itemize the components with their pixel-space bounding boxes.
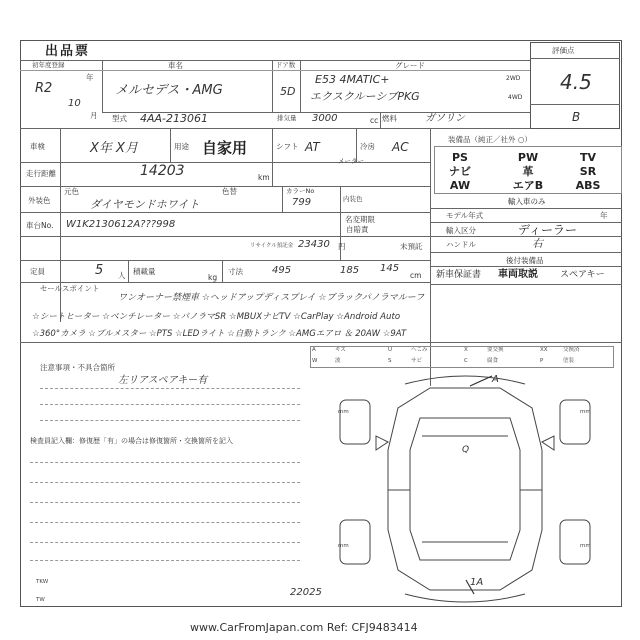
model-year-unit: 年 bbox=[600, 211, 608, 220]
handle-label: ハンドル bbox=[446, 240, 476, 249]
legend-label: 塗装 bbox=[563, 358, 575, 364]
dim-length: 495 bbox=[272, 265, 292, 276]
seats-unit: 人 bbox=[118, 271, 126, 280]
legend-label: サビ bbox=[411, 358, 423, 364]
first-reg-year: R2 bbox=[35, 81, 53, 96]
equipment-item: PW bbox=[517, 151, 539, 164]
inspection-label: 車検 bbox=[30, 142, 45, 151]
equipment-title: 装備品（純正／社外 ○） bbox=[448, 135, 532, 144]
legend-code: X bbox=[464, 347, 468, 353]
side-code-2: TW bbox=[36, 597, 45, 603]
notes-label: 注意事項・不具合箇所 bbox=[40, 363, 115, 372]
legend-code: W bbox=[312, 358, 318, 364]
displacement-unit: cc bbox=[370, 116, 379, 125]
interior-score: 2WD bbox=[506, 75, 521, 82]
original-color-label: 元色 bbox=[64, 187, 79, 196]
inspector-notes-label: 検査員記入欄：修復歴「有」の場合は修復箇所・交換箇所を記入 bbox=[30, 437, 233, 445]
dim-height: 145 bbox=[380, 263, 400, 274]
model-label: 型式 bbox=[112, 114, 127, 123]
interior-score-value: B bbox=[572, 110, 581, 124]
legend-code: S bbox=[388, 358, 392, 364]
dim-width: 185 bbox=[340, 265, 360, 276]
score-value: 4.5 bbox=[560, 70, 592, 94]
interior-color-label: 内装色 bbox=[343, 195, 363, 203]
fuel-label: 燃料 bbox=[382, 114, 397, 123]
legend-label: 波 bbox=[335, 358, 341, 364]
mileage-unit: km bbox=[258, 173, 270, 182]
name-change-label: 名変期限 bbox=[345, 215, 375, 224]
sales-line-3: ☆360°カメラ ☆ブルメスター ☆PTS ☆LEDライト ☆自動トランク ☆AMGエアロ ＆ 20AW ☆9AT bbox=[32, 329, 407, 339]
import-title: 輸入車のみ bbox=[508, 197, 546, 206]
mm-4: mm bbox=[580, 543, 591, 549]
legend-label: へこみ bbox=[411, 347, 428, 353]
legend-label: 交換済 bbox=[563, 347, 580, 353]
legend-code: A bbox=[312, 347, 316, 353]
first-reg-label: 初年度登録 bbox=[32, 61, 65, 69]
diagram-front-mark: A bbox=[492, 374, 499, 385]
grade-label: グレード bbox=[395, 61, 425, 70]
chassis-label: 車台No. bbox=[26, 221, 54, 230]
legend-code: XX bbox=[540, 347, 548, 353]
meter-label: メーター bbox=[338, 157, 364, 165]
mileage-label: 走行距離 bbox=[26, 169, 56, 178]
diagram-center-mark: Q bbox=[462, 445, 470, 455]
grade-line1: E53 4MATIC+ bbox=[315, 73, 390, 86]
color-no-label: カラーNo bbox=[286, 187, 315, 195]
legend-code: U bbox=[388, 347, 393, 353]
equipment-item: ABS bbox=[575, 179, 601, 192]
after-item-1: 新車保証書 bbox=[436, 270, 482, 280]
recycle-not-label: 未預託 bbox=[400, 242, 423, 251]
year-unit: 年 bbox=[86, 73, 94, 82]
footer-code: 22025 bbox=[290, 587, 322, 598]
displacement-value: 3000 bbox=[312, 113, 338, 124]
displacement-label: 排気量 bbox=[277, 114, 297, 122]
legend-label: 腐食 bbox=[487, 358, 499, 364]
recycle-yen: 円 bbox=[338, 242, 346, 251]
score-label: 評価点 bbox=[552, 46, 575, 55]
fuel-value: ガソリン bbox=[425, 113, 465, 124]
mm-2: mm bbox=[580, 409, 591, 415]
form-title: 出品票 bbox=[45, 44, 91, 59]
shift-value: AT bbox=[305, 140, 320, 154]
equipment-item: SR bbox=[579, 165, 597, 178]
legend-code: P bbox=[540, 358, 544, 364]
equipment-item: ナビ bbox=[449, 165, 471, 178]
car-diagram bbox=[310, 370, 610, 610]
side-code-1: TKW bbox=[36, 579, 49, 585]
import-type-value: ディーラー bbox=[518, 223, 578, 237]
notes-value: 左リアスペアキー有 bbox=[118, 375, 208, 386]
sales-line-1: ワンオーナー禁煙車 ☆ヘッドアップディスプレイ ☆ブラックパノラマルーフ bbox=[118, 293, 425, 303]
legend-label: 要交換 bbox=[487, 347, 504, 353]
color-no-value: 799 bbox=[292, 197, 312, 208]
use-value: 自家用 bbox=[202, 139, 248, 157]
handle-value: 右 bbox=[532, 237, 543, 250]
equipment-item: TV bbox=[579, 151, 597, 164]
mileage-value: 14203 bbox=[140, 163, 185, 179]
inspection-value: X年 X月 bbox=[90, 141, 138, 156]
mm-3: mm bbox=[338, 543, 349, 549]
legend-code: C bbox=[464, 358, 468, 364]
dimensions-label: 寸法 bbox=[228, 267, 243, 276]
model-year-label: モデル年式 bbox=[446, 211, 484, 220]
sales-line-2: ☆シートヒーター ☆ベンチレーター ☆パノラマSR ☆MBUXナビTV ☆CarPlay ☆Android Auto bbox=[32, 312, 401, 322]
recycle-label: リサイクル預託金 bbox=[250, 243, 294, 249]
after-item-2: 車両取説 bbox=[498, 269, 538, 280]
legend-label: キズ bbox=[335, 347, 346, 353]
watermark: www.CarFromJapan.com Ref: CFJ9483414 bbox=[190, 621, 418, 634]
after-item-3: スペアキー bbox=[560, 270, 605, 280]
first-reg-month: 10 bbox=[68, 98, 81, 109]
equipment-item: AW bbox=[449, 179, 471, 192]
recycle-value: 23430 bbox=[298, 239, 330, 250]
model-value: 4AA-213061 bbox=[140, 112, 209, 125]
original-color-value: ダイヤモンドホワイト bbox=[90, 198, 200, 211]
shift-label: シフト bbox=[276, 142, 299, 151]
door-label: ドア数 bbox=[276, 61, 296, 69]
equipment-item: エアB bbox=[512, 179, 544, 192]
sales-points-label: セールスポイント bbox=[40, 284, 100, 293]
equipment-item: PS bbox=[452, 151, 468, 164]
car-name-value: メルセデス・AMG bbox=[115, 83, 223, 98]
equipment-item: 革 bbox=[522, 165, 534, 178]
mandatory-ins-label: 自賠責 bbox=[346, 225, 369, 234]
after-title: 後付装備品 bbox=[506, 256, 544, 265]
drive-4wd: 4WD bbox=[508, 94, 523, 101]
mm-1: mm bbox=[338, 409, 349, 415]
aircon-label: 冷房 bbox=[360, 142, 375, 151]
legend-box bbox=[310, 346, 614, 368]
month-unit: 月 bbox=[90, 111, 98, 120]
load-unit: kg bbox=[208, 273, 218, 282]
aircon-value: AC bbox=[392, 140, 409, 154]
car-name-label: 車名 bbox=[168, 61, 183, 70]
diagram-rear-mark: 1A bbox=[470, 577, 484, 588]
chassis-value: W1K2130612A???998 bbox=[66, 219, 176, 230]
seats-label: 定員 bbox=[30, 267, 45, 276]
dim-unit: cm bbox=[410, 271, 422, 280]
import-type-label: 輸入区分 bbox=[446, 226, 476, 235]
doors-value: 5D bbox=[280, 85, 296, 98]
use-label: 用途 bbox=[174, 142, 189, 151]
load-label: 積載量 bbox=[133, 267, 156, 276]
current-color-label: 色替 bbox=[222, 187, 237, 196]
exterior-color-label: 外装色 bbox=[28, 196, 51, 205]
seats-value: 5 bbox=[95, 263, 104, 278]
grade-line2: エクスクルーシブPKG bbox=[310, 90, 420, 103]
